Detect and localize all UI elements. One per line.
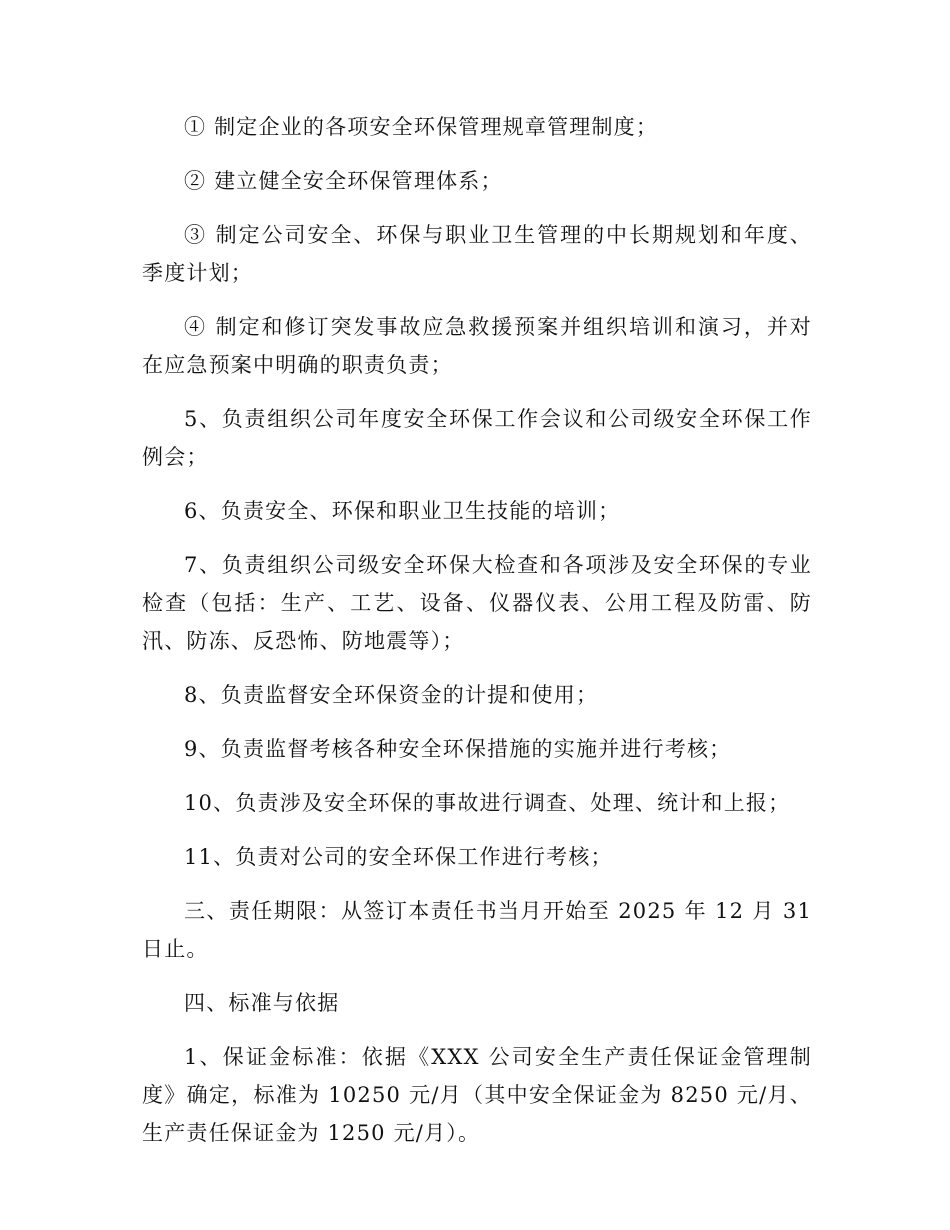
document-body: [142, 108, 812, 1168]
paragraph-item-9: 9、负责监督考核各种安全环保措施的实施并进行考核；: [184, 737, 732, 761]
paragraph-item-2: ② 建立健全安全环保管理体系；: [184, 169, 503, 193]
paragraph-item-1: ① 制定企业的各项安全环保管理规章管理制度；: [184, 115, 659, 139]
paragraph-term: 三、责任期限：从签订本责任书当月开始至 2025 年 12 月 31 日止。: [142, 899, 812, 961]
paragraph-item-3: ③ 制定公司安全、环保与职业卫生管理的中长期规划和年度、季度计划；: [142, 223, 812, 285]
paragraph-item-10: 10、负责涉及安全环保的事故进行调查、处理、统计和上报；: [184, 791, 791, 815]
paragraph-item-4: ④ 制定和修订突发事故应急救援预案并组织培训和演习，并对在应急预案中明确的职责负责；: [142, 315, 812, 377]
paragraph-item-11: 11、负责对公司的安全环保工作进行考核；: [184, 845, 613, 869]
paragraph-item-7: 7、负责组织公司级安全环保大检查和各项涉及安全环保的专业检查（包括：生产、工艺、设备、仪器仪表、公用工程及防雷、防汛、防冻、反恐怖、防地震等）；: [142, 553, 812, 653]
paragraph-item-6: 6、负责安全、环保和职业卫生技能的培训；: [184, 499, 621, 523]
paragraph-item-5: 5、负责组织公司年度安全环保工作会议和公司级安全环保工作例会；: [142, 407, 812, 469]
section-heading-standards: 四、标准与依据: [184, 991, 340, 1015]
paragraph-item-8: 8、负责监督安全环保资金的计提和使用；: [184, 683, 599, 707]
paragraph-deposit-standard: 1、保证金标准：依据《XXX 公司安全生产责任保证金管理制度》确定，标准为 10250 元/月（其中安全保证金为 8250 元/月、生产责任保证金为 1250 元/月）。: [142, 1045, 812, 1145]
